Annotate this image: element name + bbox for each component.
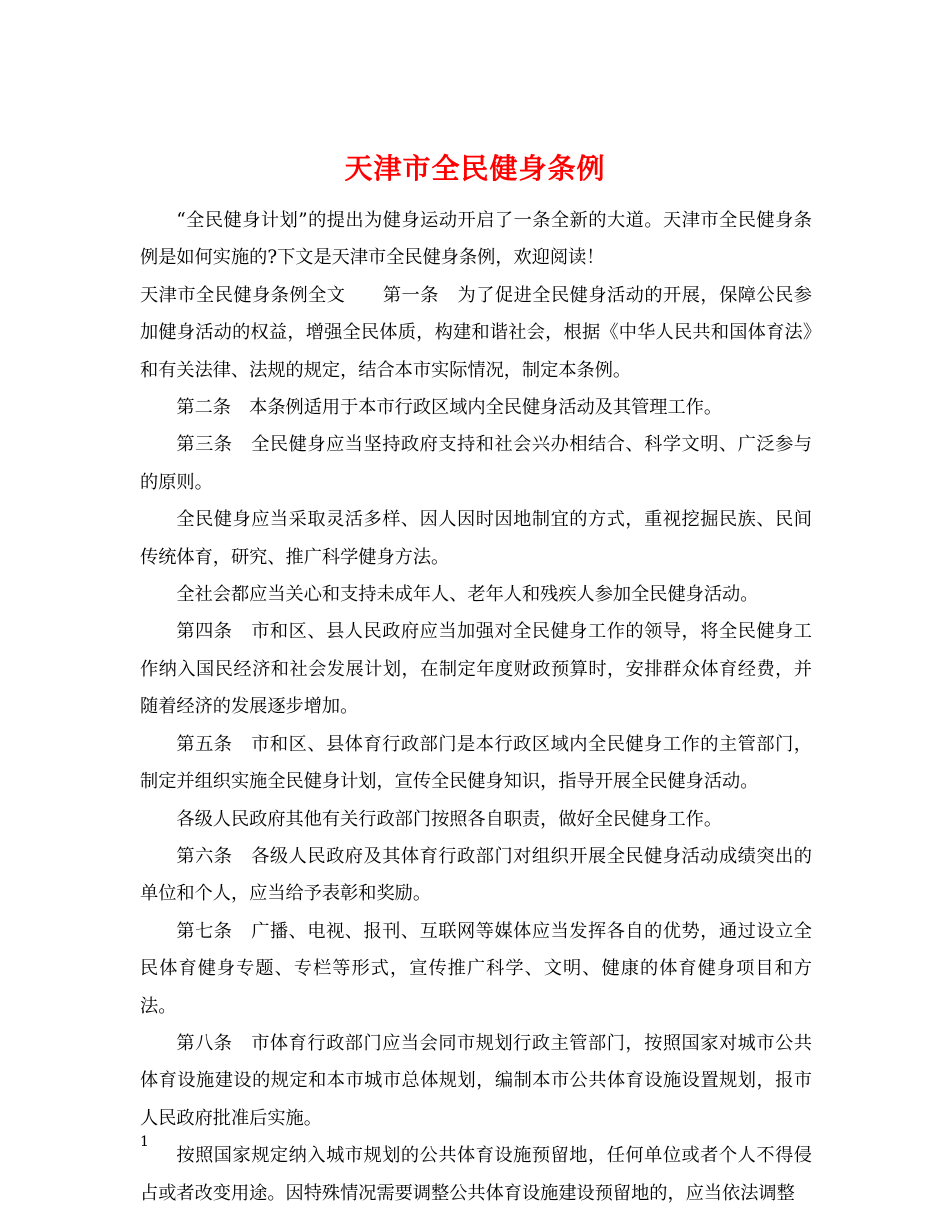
document-title: 天津市全民健身条例: [344, 151, 606, 185]
paragraph: 第七条 广播、电视、报刊、互联网等媒体应当发挥各自的优势，通过设立全民体育健身专题、专栏等形式，宣传推广科学、文明、健康的体育健身项目和方法。: [140, 920, 812, 1017]
paragraph: 第八条 市体育行政部门应当会同市规划行政主管部门，按照国家对城市公共体育设施建设的规定和本市城市总体规划，编制本市公共体育设施设置规划，报市人民政府批准后实施。: [140, 1032, 812, 1129]
paragraph: 第三条 全民健身应当坚持政府支持和社会兴办相结合、科学文明、广泛参与的原则。: [140, 434, 812, 493]
paragraph: 第二条 本条例适用于本市行政区域内全民健身活动及其管理工作。: [176, 397, 723, 419]
paragraph: 全社会都应当关心和支持未成年人、老年人和残疾人参加全民健身活动。: [176, 584, 759, 606]
paragraph: 第五条 市和区、县体育行政部门是本行政区域内全民健身工作的主管部门，制定并组织实施全民健身计划，宣传全民健身知识，指导开展全民健身活动。: [140, 733, 812, 793]
paragraph: 各级人民政府其他有关行政部门按照各自职责，做好全民健身工作。: [176, 808, 723, 830]
paragraph: “全民健身计划”的提出为健身运动开启了一条全新的大道。天津市全民健身条例是如何实施的?下文是天津市全民健身条例，欢迎阅读！: [140, 210, 812, 269]
paragraph: 第六条 各级人民政府及其体育行政部门对组织开展全民健身活动成绩突出的单位和个人，应当给予表彰和奖励。: [140, 845, 812, 905]
paragraph: 按照国家规定纳入城市规划的公共体育设施预留地，任何单位或者个人不得侵占或者改变用途。因特殊情况需要调整公共体育设施建设预留地的，应当依法调整: [140, 1145, 812, 1204]
page-number: 1: [140, 1134, 149, 1150]
paragraph: 天津市全民健身条例全文 第一条 为了促进全民健身活动的开展，保障公民参加健身活动的权益，增强全民体质，构建和谐社会，根据《中华人民共和国体育法》和有关法律、法规的规定，结合本市实际情况，制定本条例。: [140, 284, 812, 381]
paragraph: 全民健身应当采取灵活多样、因人因时因地制宜的方式，重视挖掘民族、民间传统体育，研究、推广科学健身方法。: [140, 509, 812, 568]
paragraph: 第四条 市和区、县人民政府应当加强对全民健身工作的领导，将全民健身工作纳入国民经济和社会发展计划，在制定年度财政预算时，安排群众体育经费，并随着经济的发展逐步增加。: [140, 621, 812, 718]
document-body: [140, 202, 812, 1212]
